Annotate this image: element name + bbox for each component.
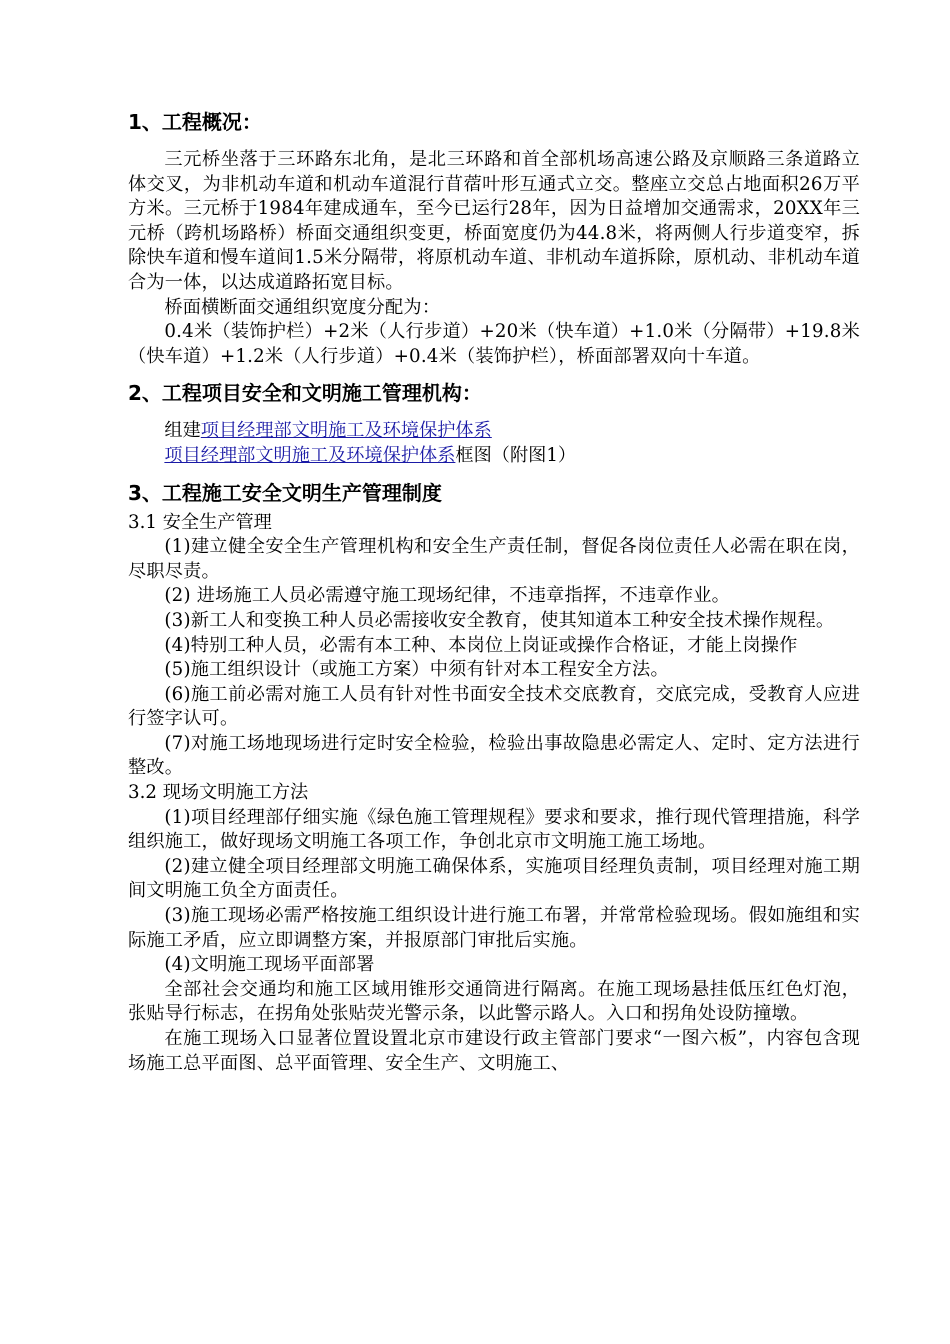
civilized-item-3: (3)施工现场必需严格按施工组织设计进行施工布署，并常常检验现场。假如施组和实际施工矛盾，应立即调整方案，并报原部门审批后实施。 — [128, 905, 860, 951]
section-2-line-1 — [128, 419, 860, 444]
civilized-item-2: (2)建立健全项目经理部文明施工确保体系，实施项目经理负责制，项目经理对施工期间文明施工负全方面责任。 — [128, 855, 860, 902]
document-page — [128, 108, 860, 1076]
safety-item-4: (4)特别工种人员，必需有本工种、本岗位上岗证或操作合格证，才能上岗操作 — [164, 634, 798, 656]
safety-item-1: (1)建立健全安全生产管理机构和安全生产责任制，督促各岗位责任人必需在职在岗，尽职尽责。 — [128, 536, 860, 582]
safety-item-3: (3)新工人和变换工种人员必需接收安全教育，使其知道本工种安全技术操作规程。 — [164, 609, 835, 631]
civilized-item-4-detail-1: 全部社会交通均和施工区域用锥形交通筒进行隔离。在施工现场悬挂低压红色灯泡，张贴导行标志，在拐角处张贴荧光警示条，以此警示路人。入口和拐角处设防撞墩。 — [128, 978, 860, 1025]
section-2-heading: 2、工程项目安全和文明施工管理机构： — [128, 381, 482, 406]
subsection-3-1-title: 3.1 安全生产管理 — [128, 511, 272, 533]
section-2-line-1-prefix: 组建 — [164, 420, 201, 442]
section-2-line-2-suffix: 框图（附图1） — [455, 444, 577, 466]
civilized-item-4: (4)文明施工现场平面部署 — [164, 954, 375, 976]
system-link-1[interactable]: 项目经理部文明施工及环境保护体系 — [200, 420, 492, 442]
section-1-paragraph-overview: 三元桥坐落于三环路东北角，是北三环路和首全部机场高速公路及京顺路三条道路立体交叉，为非机动车道和机动车道混行苜蓿叶形互通式立交。整座立交总占地面积26万平方米。三元桥于1984年建成通车，至今已运行28年，因为日益增加交通需求，20XX年三元桥（跨机场路桥）桥面交通组织变更，桥面宽度仍为44.8米，将两侧人行步道变窄，拆除快车道和慢车道间1.5米分隔带，将原机动车道、非机动车道拆除，原机动、非机动车道合为一体，以达成道路拓宽目标。 — [128, 149, 860, 293]
section-1-heading: 1、工程概况： — [128, 110, 262, 134]
subsection-3-2-title: 3.2 现场文明施工方法 — [128, 782, 309, 804]
safety-item-6: (6)施工前必需对施工人员有针对性书面安全技术交底教育，交底完成，受教育人应进行签字认可。 — [128, 683, 860, 730]
safety-item-2: (2) 进场施工人员必需遵守施工现场纪律，不违章指挥，不违章作业。 — [164, 585, 730, 607]
civilized-item-1: (1)项目经理部仔细实施《绿色施工管理规程》要求和要求，推行现代管理措施，科学组织施工，做好现场文明施工各项工作，争创北京市文明施工施工场地。 — [128, 806, 860, 853]
section-3-heading: 3、工程施工安全文明生产管理制度 — [128, 480, 442, 505]
section-1-paragraph-width-intro: 桥面横断面交通组织宽度分配为： — [164, 296, 441, 318]
system-link-2[interactable]: 项目经理部文明施工及环境保护体系 — [164, 444, 456, 466]
safety-item-5: (5)施工组织设计（或施工方案）中须有针对本工程安全方法。 — [164, 659, 669, 681]
safety-item-7: (7)对施工场地现场进行定时安全检验，检验出事故隐患必需定人、定时、定方法进行整改。 — [128, 732, 860, 779]
civilized-item-4-detail-2: 在施工现场入口显著位置设置北京市建设行政主管部门要求“一图六板”，内容包含现场施工总平面图、总平面管理、安全生产、文明施工、 — [128, 1028, 860, 1074]
section-2-line-2 — [128, 444, 860, 469]
section-1-paragraph-width-allocation: 0.4米（装饰护栏）+2米（人行步道）+20米（快车道）+1.0米（分隔带）+19.8米（快车道）+1.2米（人行步道）+0.4米（装饰护栏），桥面部署双向十车道。 — [128, 321, 860, 367]
